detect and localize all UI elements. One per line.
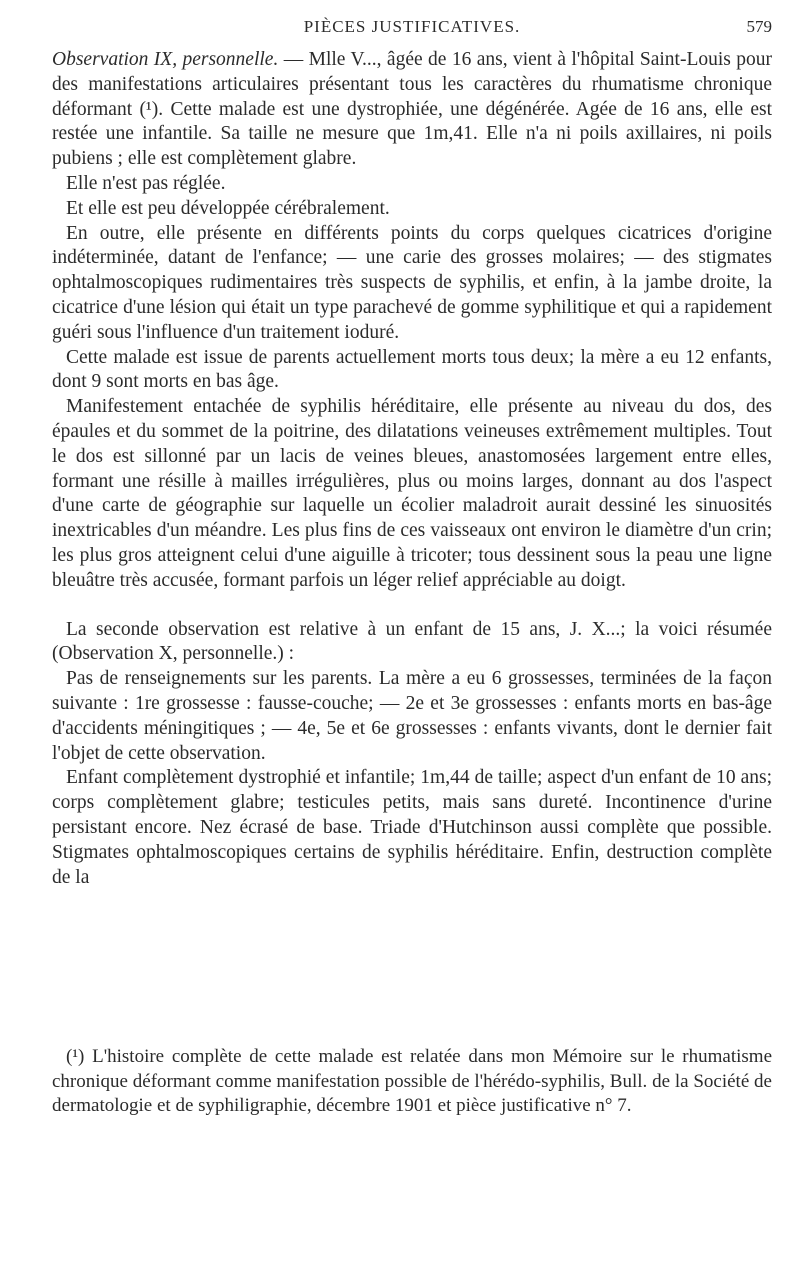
running-header [52,12,772,42]
paragraph: Observation IX, personnelle. — Mlle V..., âgée de 16 ans, vient à l'hôpital Saint-Louis pour des manifestations articulaires présentant tous les caractères du rhumatisme chronique déformant (¹). Cette malade est une dystrophiée, une dégénérée. Agée de 16 ans, elle est restée une infantile. Sa taille ne mesure que 1m,41. Elle n'a ni poils axillaires, ni poils pubiens ; elle est complètement glabre. [52,49,772,170]
paragraph: Elle n'est pas réglée. [66,172,226,194]
paragraph: En outre, elle présente en différents points du corps quelques cicatrices d'origine indéterminée, datant de l'enfance; — une carie des grosses molaires; — des stigmates ophtalmoscopiques rudimentaires très suspects de syphilis, et enfin, à la jambe droite, la cicatrice d'une lésion qui était un type parachevé de gomme syphilitique et qui a rapidement guéri sous l'influence d'un traitement ioduré. [52,222,772,343]
paragraph: La seconde observation est relative à un enfant de 15 ans, J. X...; la voici résumée (Observation X, personnelle.) : [52,618,772,665]
header-title: PIÈCES JUSTIFICATIVES. [303,17,521,36]
section-gap [52,594,772,618]
paragraph: Pas de renseignements sur les parents. La mère a eu 6 grossesses, terminées de la façon suivante : 1re grossesse : fausse-couche; — 2e et 3e grossesses : enfants morts en bas-âge d'accidents méningitiques ; — 4e, 5e et 6e grossesses : enfants vivants, dont le dernier fait l'objet de cette observation. [52,668,772,764]
paragraph: Cette malade est issue de parents actuellement morts tous deux; la mère a eu 12 enfants, dont 9 sont morts en bas âge. [52,346,772,393]
paragraph: Et elle est peu développée cérébralement. [66,197,390,219]
footnote-text: (¹) L'histoire complète de cette malade est relatée dans mon Mémoire sur le rhumatisme chronique déformant comme manifestation possible de l'hérédo-syphilis, Bull. de la Société de dermatologie et de syphiligraphie, décembre 1901 et pièce justificative n° 7. [52,1046,772,1116]
footnote [52,1045,772,1119]
main-text [52,48,772,890]
paragraph: Manifestement entachée de syphilis héréditaire, elle présente au niveau du dos, des épaules et du sommet de la poitrine, des dilatations veineuses extrêmement multiples. Tout le dos est sillonné par un lacis de veines bleues, anastomosées largement entre elles, formant une résille à mailles irrégulières, plus ou moins larges, donnant au dos l'aspect d'une carte de géographie sur laquelle un écolier maladroit aurait dessiné les sinuosités inextricables d'un méandre. Les plus fins de ces vaisseaux ont environ le diamètre d'un crin; les plus gros atteignent celui d'une aiguille à tricoter; tous dessinent sous la peau une ligne bleuâtre très accusée, formant parfois un léger relief appréciable au doigt. [52,396,772,591]
paragraph: Enfant complètement dystrophié et infantile; 1m,44 de taille; aspect d'un enfant de 10 ans; corps complètement glabre; testicules petits, mais sans dureté. Incontinence d'urine persistant encore. Nez écrasé de base. Triade d'Hutchinson aussi complète que possible. Stigmates ophtalmoscopiques certains de syphilis héréditaire. Enfin, destruction complète de la [52,767,772,888]
page-number: 579 [746,17,772,36]
observation-heading: Observation IX, personnelle. [52,49,279,70]
